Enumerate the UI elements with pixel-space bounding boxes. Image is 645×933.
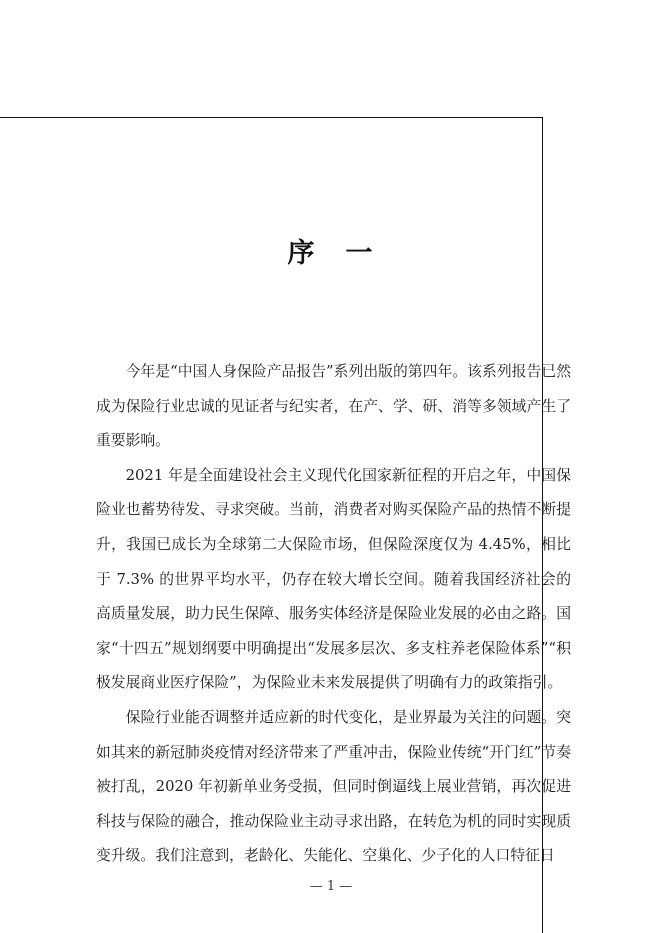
paragraph-1: 今年是“中国人身保险产品报告”系列出版的第四年。该系列报告已然成为保险行业忠诚的见证者与纪实者，在产、学、研、消等多领域产生了重要影响。 bbox=[96, 363, 571, 450]
paragraph-2: 2021 年是全面建设社会主义现代化国家新征程的开启之年，中国保险业也蓄势待发、寻求突破。当前，消费者对购买保险产品的热情不断提升，我国已成长为全球第二大保险市场，但保险深度仅为 4.45%，相比于 7.3% 的世界平均水平，仍存在较大增长空间。随着我国经济社会的高质量发展，助力民生保障、服务实体经济是保险业发展的必由之路。国家“十四五”规划纲要中明确提出“发展多层次、多支柱养老保险体系”“积极发展商业医疗保险”，为保险业未来发展提供了明确有力的政策指引。 bbox=[96, 466, 571, 692]
frame-top-border bbox=[0, 117, 543, 118]
paragraph-3: 保险行业能否调整并适应新的时代变化，是业界最为关注的问题。突如其来的新冠肺炎疫情对经济带来了严重冲击，保险业传统“开门红”节奏被打乱，2020 年初新单业务受损，但同时倒逼线上展业营销，再次促进科技与保险的融合，推动保险业主动寻求出路，在转危为机的同时实现质变升级。我们注意到，老龄化、失能化、空巢化、少子化的人口特征日 bbox=[96, 708, 571, 865]
page-number: — 1 — bbox=[309, 879, 353, 894]
body-text bbox=[96, 355, 571, 874]
page-title: 序 一 bbox=[287, 238, 375, 270]
